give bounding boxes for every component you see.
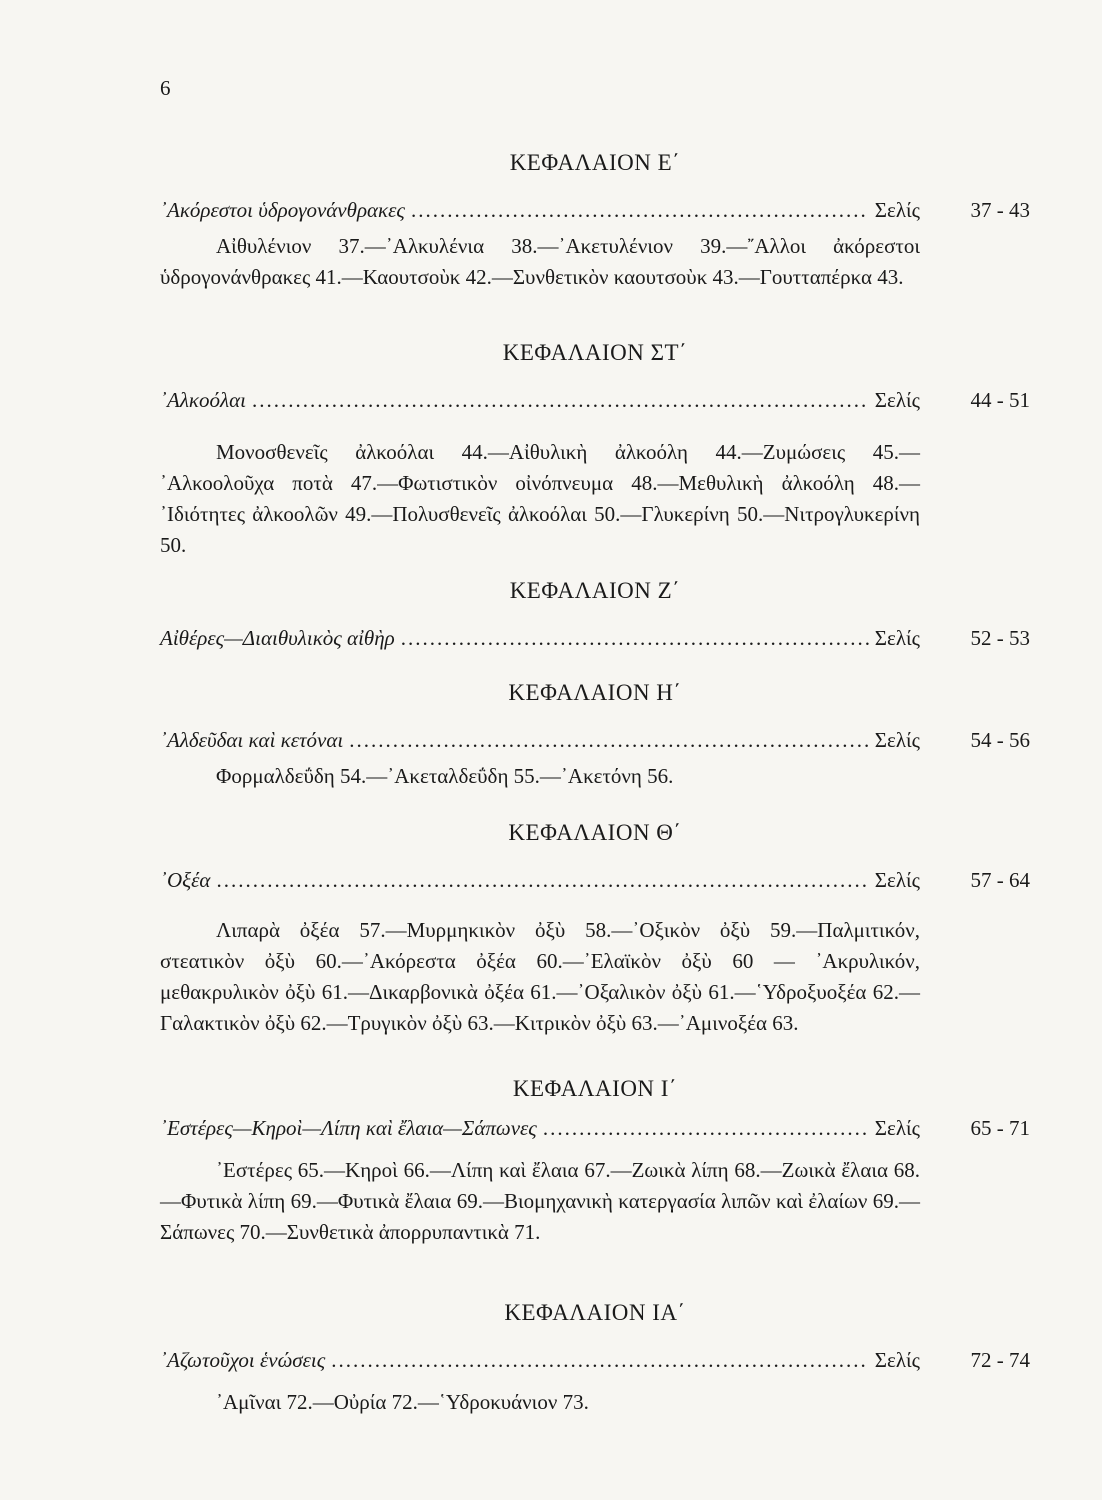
page-label: Σελίς bbox=[874, 388, 920, 412]
chapter-title: ΚΕΦΑΛΑΙΟΝ Ι΄ bbox=[512, 1076, 678, 1101]
chapter-contents: Μονοσθενεῖς ἀλκοόλαι 44.—Αἰθυλικὴ ἀλκοόλη 44.—Ζυμώσεις 45.—᾿Αλκοολοῦχα ποτὰ 47.—Φωτιστικὸν οἰνόπνευμα 48.—Μεθυλικὴ ἀλκοόλη 48.—᾿Ιδιότητες ἀλκοολῶν 49.—Πολυσθενεῖς ἀλκοόλαι 50.—Γλυκερίνη 50.—Νιτρογλυκερίνη 50. bbox=[160, 440, 920, 557]
chapter-contents: Αἰθυλένιον 37.—᾿Αλκυλένια 38.—᾿Ακετυλένιον 39.—῎Αλλοι ἀκόρεστοι ὑδρογονάνθρακες 41.—Καουτσοὺκ 42.—Συνθετικὸν καουτσοὺκ 43.—Γουτταπέρκα 43. bbox=[160, 234, 920, 289]
chapter-contents: Λιπαρὰ ὀξέα 57.—Μυρμηκικὸν ὀξὺ 58.—᾿Οξικὸν ὀξὺ 59.—Παλμιτικόν, στεατικὸν ὀξὺ 60.—᾿Ακόρεστα ὀξέα 60.—᾿Ελαϊκὸν ὀξὺ 60 — ᾿Ακρυλικόν, μεθακρυλικὸν ὀξὺ 61.—Δικαρβονικὰ ὀξέα 61.—᾿Οξαλικὸν ὀξὺ 61.—῾Υδροξυοξέα 62.—Γαλακτικὸν ὀξὺ 62.—Τρυγικὸν ὀξὺ 63.—Κιτρικὸν ὀξὺ 63.—᾿Αμινοξέα 63. bbox=[160, 918, 920, 1035]
chapter-title: ΚΕΦΑΛΑΙΟΝ Θ΄ bbox=[508, 820, 682, 845]
chapter-contents: Φορμαλδεΰδη 54.—᾿Ακεταλδεΰδη 55.—᾿Ακετόνη 56. bbox=[216, 764, 674, 788]
page-range: 65 - 71 bbox=[970, 1116, 1030, 1140]
chapter-h bbox=[160, 680, 1030, 792]
dot-leader bbox=[411, 198, 869, 223]
entry-title: ᾿Αζωτοῦχοι ἑνώσεις bbox=[160, 1348, 326, 1372]
page-range: 44 - 51 bbox=[970, 388, 1030, 412]
page-range: 37 - 43 bbox=[970, 198, 1030, 222]
chapter-z bbox=[160, 578, 1030, 659]
chapter-ia bbox=[160, 1300, 1030, 1418]
chapter-e bbox=[160, 150, 1030, 293]
page-range: 72 - 74 bbox=[970, 1348, 1030, 1372]
page-label: Σελίς bbox=[874, 1116, 920, 1140]
dot-leader bbox=[331, 1348, 869, 1373]
chapter-contents: ᾿Αμῖναι 72.—Οὐρία 72.—῾Υδροκυάνιον 73. bbox=[216, 1390, 589, 1414]
page-range: 54 - 56 bbox=[970, 728, 1030, 752]
page-label: Σελίς bbox=[874, 728, 920, 752]
entry-title: ᾿Εστέρες—Κηροὶ—Λίπη καὶ ἔλαια—Σάπωνες bbox=[160, 1116, 537, 1140]
page-range: 57 - 64 bbox=[970, 868, 1030, 892]
toc-entry bbox=[160, 388, 1030, 413]
chapter-title: ΚΕΦΑΛΑΙΟΝ Η΄ bbox=[508, 680, 682, 705]
entry-title: ᾿Αλκοόλαι bbox=[160, 388, 246, 412]
toc-entry bbox=[160, 198, 1030, 223]
chapter-contents: ᾿Εστέρες 65.—Κηροὶ 66.—Λίπη καὶ ἔλαια 67.—Ζωικὰ λίπη 68.—Ζωικὰ ἔλαια 68.—Φυτικὰ λίπη 69.—Φυτικὰ ἔλαια 69.—Βιομηχανικὴ κατεργασία λιπῶν καὶ ἐλαίων 69.—Σάπωνες 70.—Συνθετικὰ ἀπορρυπαντικὰ 71. bbox=[160, 1158, 920, 1244]
toc-entry bbox=[160, 1116, 1030, 1141]
entry-title: ᾿Οξέα bbox=[160, 868, 211, 892]
chapter-title: ΚΕΦΑΛΑΙΟΝ Ε΄ bbox=[509, 150, 681, 175]
toc-entry bbox=[160, 1348, 1030, 1373]
dot-leader bbox=[216, 868, 868, 893]
dot-leader bbox=[543, 1116, 869, 1141]
toc-entry bbox=[160, 728, 1030, 753]
dot-leader bbox=[401, 626, 869, 651]
page-label: Σελίς bbox=[874, 626, 920, 650]
page-range: 52 - 53 bbox=[970, 626, 1030, 650]
entry-title: ᾿Ακόρεστοι ὑδρογονάνθρακες bbox=[160, 198, 405, 222]
page-label: Σελίς bbox=[874, 198, 920, 222]
chapter-title: ΚΕΦΑΛΑΙΟΝ ΣΤ΄ bbox=[502, 340, 688, 365]
page-label: Σελίς bbox=[874, 868, 920, 892]
chapter-title: ΚΕΦΑΛΑΙΟΝ Ζ΄ bbox=[509, 578, 681, 603]
dot-leader bbox=[252, 388, 869, 413]
chapter-th bbox=[160, 820, 1030, 1039]
dot-leader bbox=[349, 728, 869, 753]
page-label: Σελίς bbox=[874, 1348, 920, 1372]
chapter-title: ΚΕΦΑΛΑΙΟΝ ΙΑ΄ bbox=[504, 1300, 686, 1325]
chapter-i bbox=[160, 1076, 1030, 1248]
toc-entry bbox=[160, 868, 1030, 893]
chapter-st bbox=[160, 340, 1030, 561]
entry-title: ᾿Αλδεῦδαι καὶ κετόναι bbox=[160, 728, 344, 752]
toc-entry bbox=[160, 626, 1030, 651]
entry-title: Αἰθέρες—Διαιθυλικὸς αἰθὴρ bbox=[160, 626, 395, 650]
page-number: 6 bbox=[160, 76, 171, 100]
